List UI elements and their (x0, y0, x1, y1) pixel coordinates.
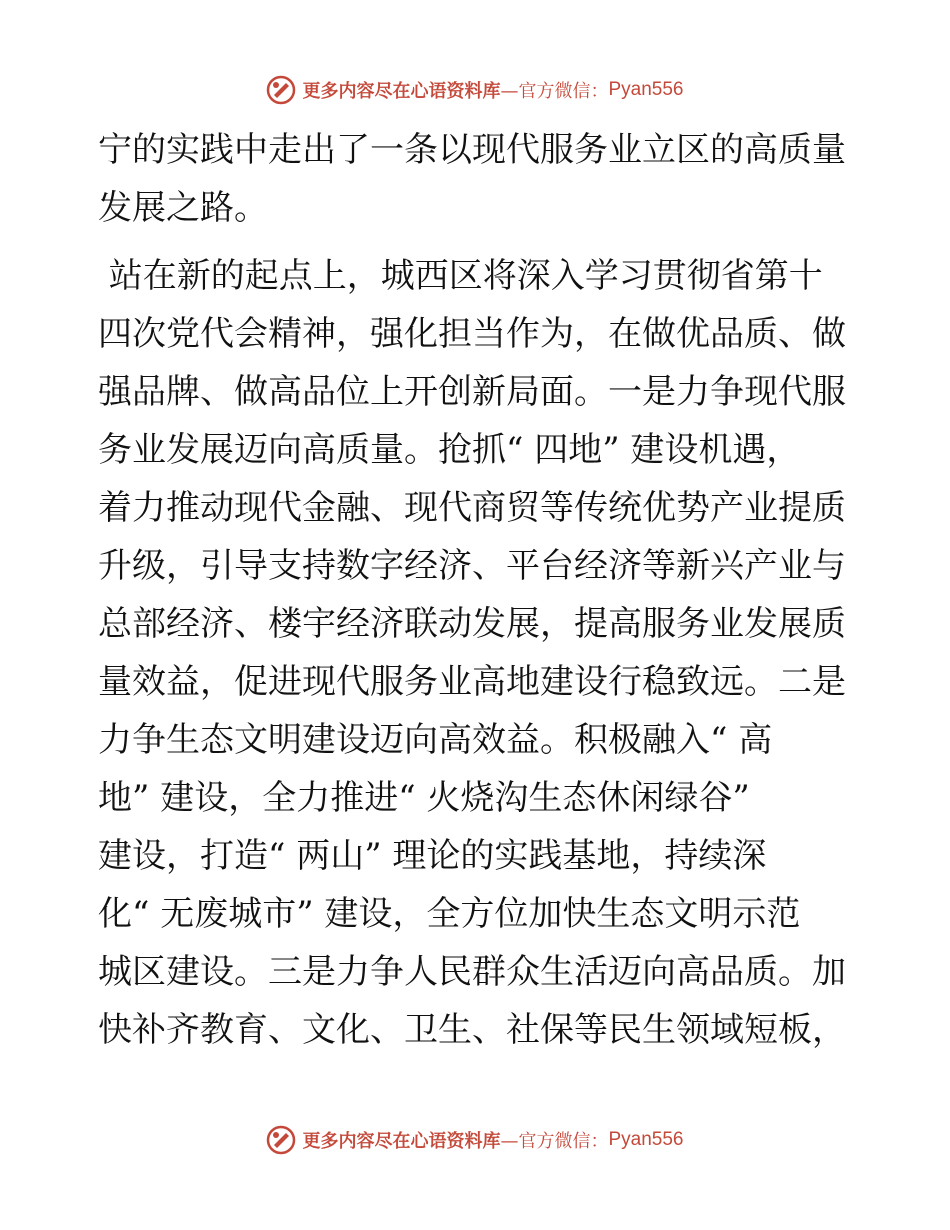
text-line: 力争生态文明建设迈向高效益。积极融入“ 高 (98, 720, 773, 760)
watermark-id: Pyan556 (608, 79, 684, 100)
footer-watermark (0, 1122, 950, 1158)
logo-icon (266, 75, 296, 105)
text-line: 城区建设。三是力争人民群众生活迈向高品质。加 (98, 952, 846, 992)
text-line: 强品牌、做高品位上开创新局面。一是力争现代服 (98, 372, 846, 412)
watermark-main-text: 更多内容尽在心语资料库 (302, 1131, 501, 1152)
text-line: 四次党代会精神，强化担当作为，在做优品质、做 (98, 314, 846, 354)
text-line: 务业发展迈向高质量。抢抓“ 四地” 建设机遇， (98, 430, 801, 470)
text-line: 地” 建设，全力推进“ 火烧沟生态休闲绿谷” (98, 778, 750, 818)
watermark-main-text: 更多内容尽在心语资料库 (302, 81, 501, 102)
paragraph-1 (98, 121, 858, 237)
logo-icon (266, 1125, 296, 1155)
paragraph-2 (98, 247, 858, 1059)
header-watermark (0, 72, 950, 108)
text-line: 快补齐教育、文化、卫生、社保等民生领域短板， (98, 1010, 846, 1050)
watermark-sub-text: —官方微信： (500, 81, 609, 102)
text-line: 建设，打造“ 两山” 理论的实践基地，持续深 (98, 836, 767, 876)
text-line: 站在新的起点上，城西区将深入学习贯彻省第十 (98, 256, 823, 296)
text-line: 发展之路。 (98, 188, 268, 228)
text-line: 量效益，促进现代服务业高地建设行稳致远。二是 (98, 662, 846, 702)
text-line: 化“ 无废城市” 建设，全方位加快生态文明示范 (98, 894, 801, 934)
watermark-id: Pyan556 (608, 1129, 684, 1150)
watermark-sub-text: —官方微信： (500, 1131, 609, 1152)
text-line: 着力推动现代金融、现代商贸等传统优势产业提质 (98, 488, 846, 528)
text-line: 总部经济、楼宇经济联动发展，提高服务业发展质 (98, 604, 846, 644)
text-line: 宁的实践中走出了一条以现代服务业立区的高质量 (98, 130, 846, 170)
text-line: 升级，引导支持数字经济、平台经济等新兴产业与 (98, 546, 846, 586)
document-body (98, 121, 858, 1059)
